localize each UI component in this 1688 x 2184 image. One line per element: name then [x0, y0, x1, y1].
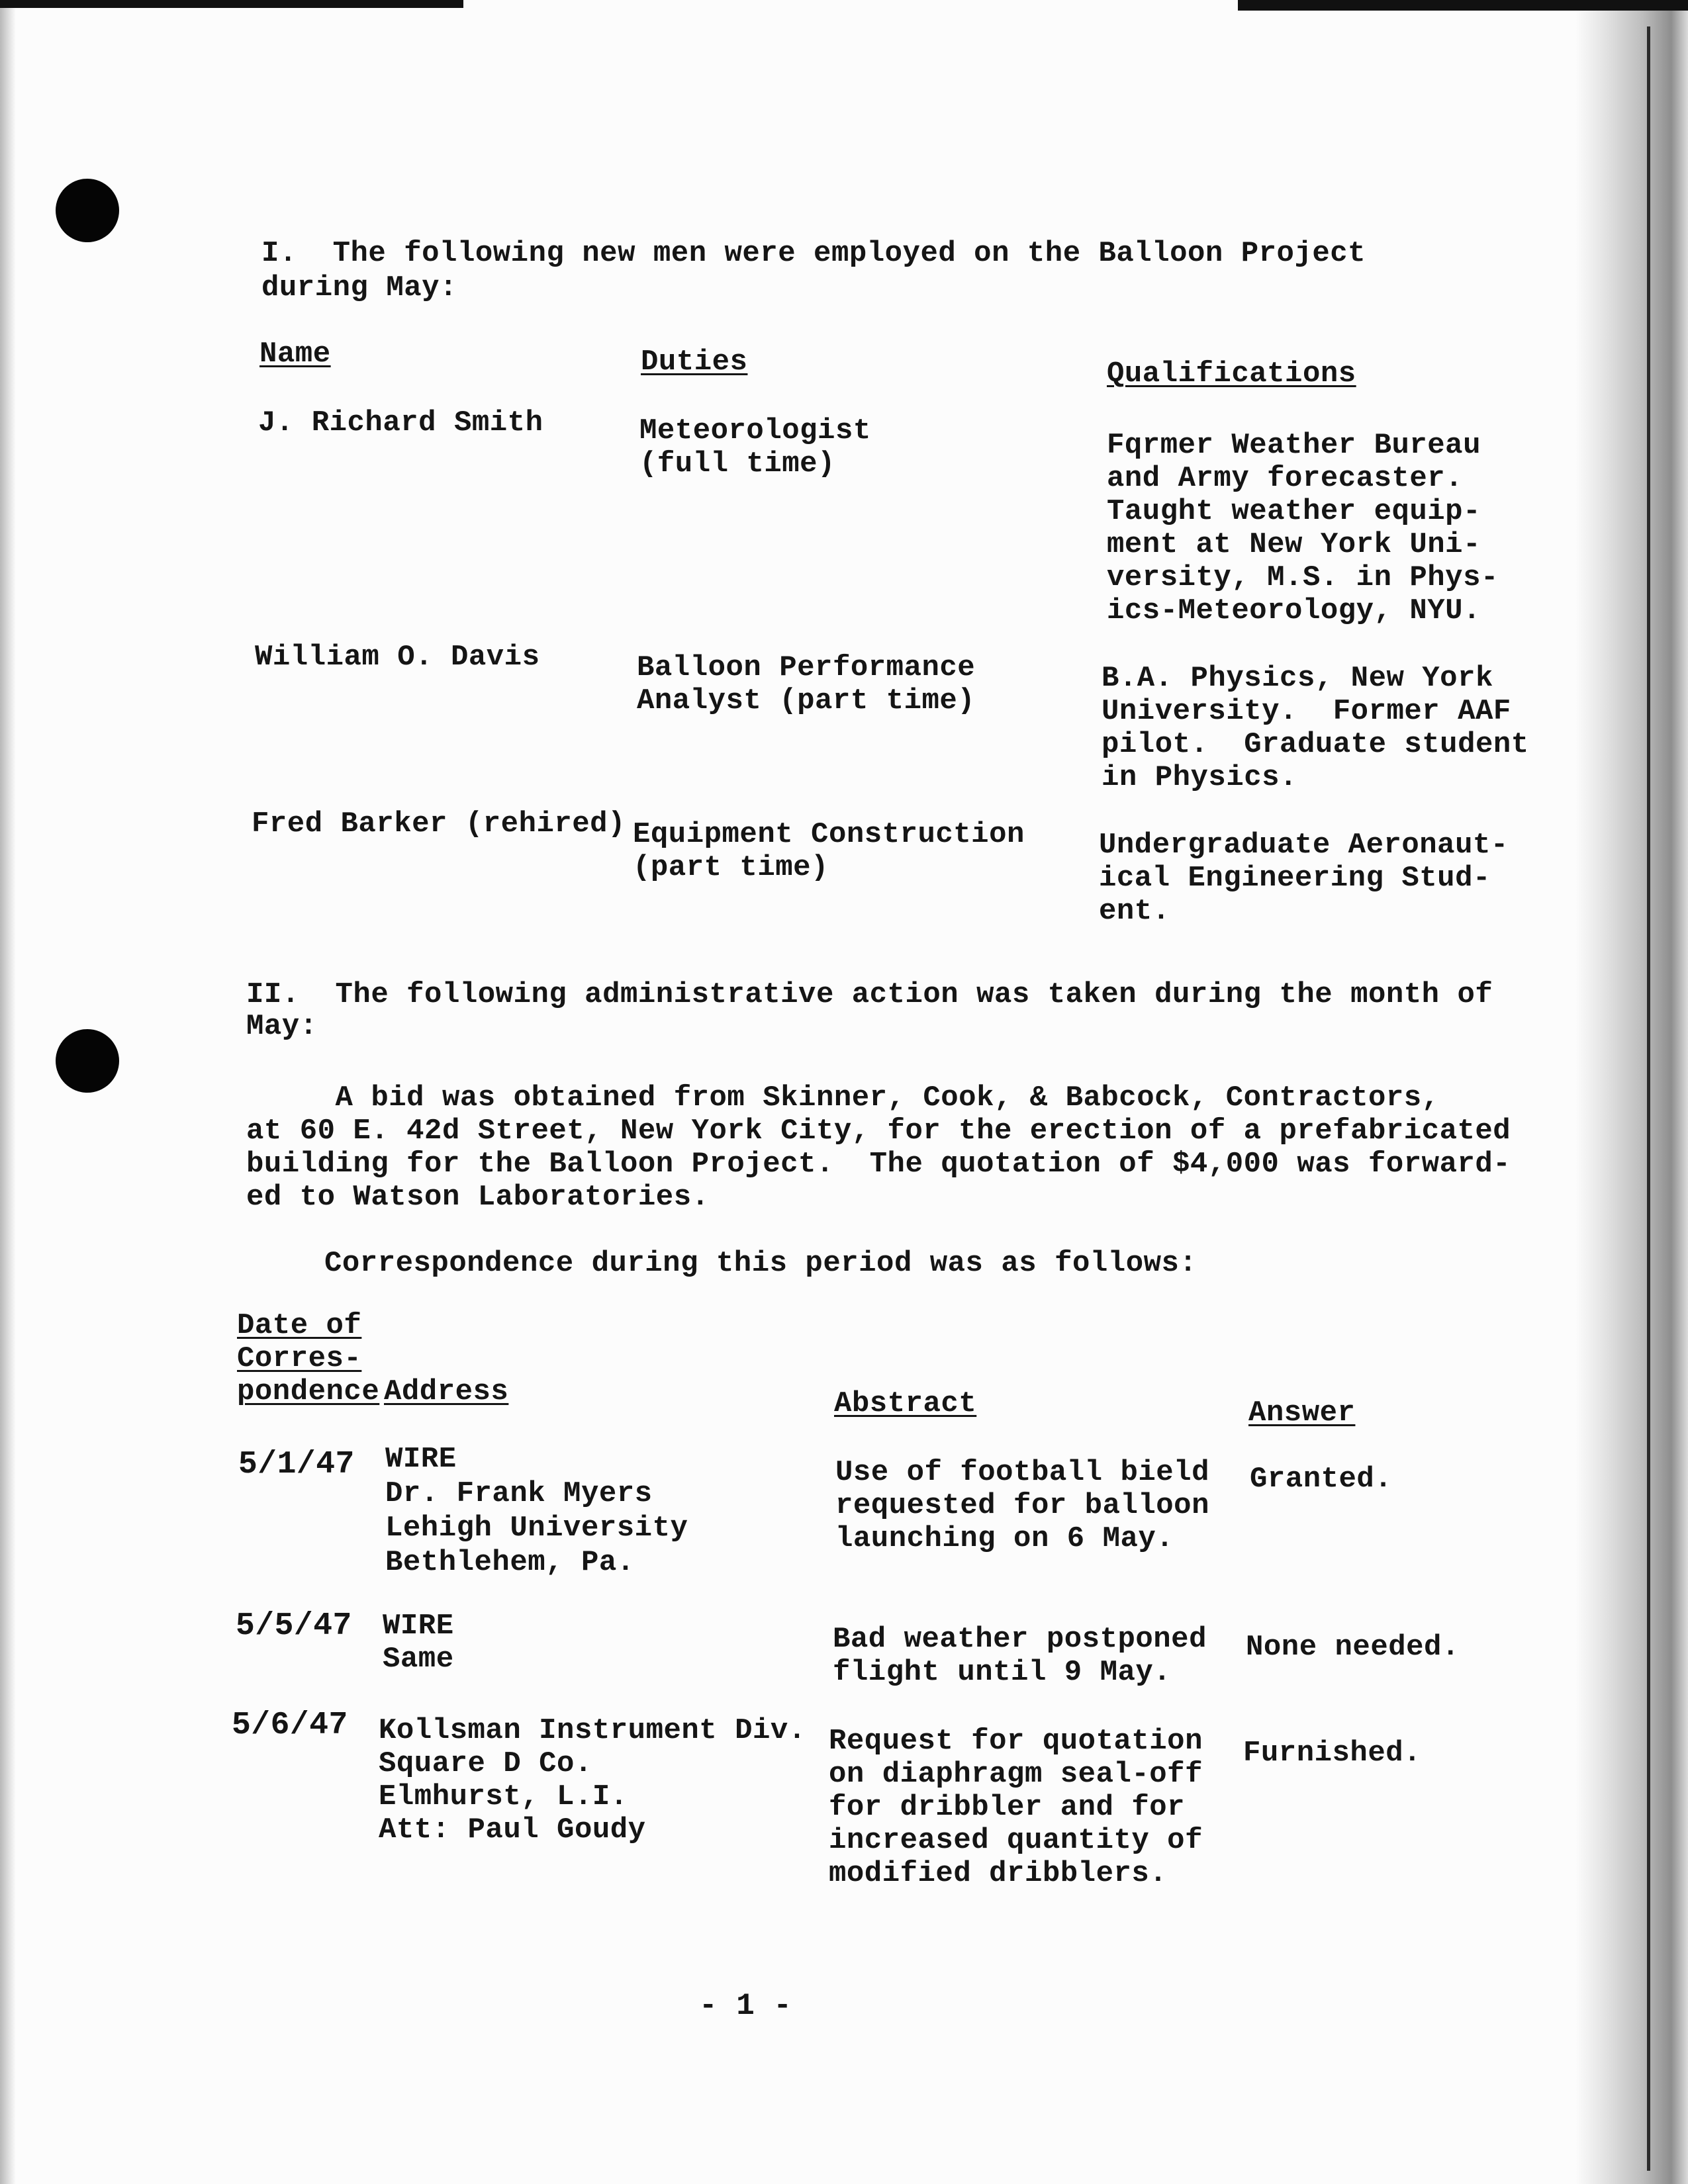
scan-edge-right [1575, 0, 1688, 2184]
correspondence-abstract: flight until 9 May. [833, 1656, 1172, 1689]
bid-paragraph-line: at 60 E. 42d Street, New York City, for the erection of a prefabricated [246, 1115, 1511, 1148]
employee-qualifications: B.A. Physics, New York [1102, 662, 1493, 695]
employee-duties: (part time) [633, 851, 829, 884]
bid-paragraph-line: A bid was obtained from Skinner, Cook, & Babcock, Contractors, [246, 1081, 1440, 1115]
bid-paragraph-line: ed to Watson Laboratories. [246, 1181, 710, 1214]
correspondence-address: WIRE [385, 1443, 457, 1476]
section-two-heading-cont: May: [246, 1010, 318, 1043]
section-one-heading: I. The following new men were employed on the Balloon Project [261, 237, 1366, 270]
correspondence-date: 5/6/47 [232, 1707, 348, 1743]
employee-qualifications: Undergraduate Aeronaut- [1099, 829, 1509, 862]
employee-duties: Balloon Performance [637, 651, 976, 684]
correspondence-abstract: on diaphragm seal-off [829, 1758, 1203, 1791]
bid-paragraph-line: building for the Balloon Project. The quotation of $4,000 was forward- [246, 1148, 1511, 1181]
column-header-date: pondence [237, 1375, 380, 1408]
employee-name: Fred Barker (rehired) [252, 807, 626, 841]
employee-qualifications: ical Engineering Stud- [1099, 862, 1491, 895]
correspondence-intro: Correspondence during this period was as follows: [324, 1247, 1197, 1280]
correspondence-address: Kollsman Instrument Div. [379, 1714, 806, 1747]
scan-edge-left [0, 0, 16, 2184]
employee-qualifications: Fqrmer Weather Bureau [1107, 429, 1481, 462]
employee-qualifications: ment at New York Uni- [1107, 528, 1481, 561]
column-header-qualifications: Qualifications [1107, 357, 1356, 390]
employee-name: William O. Davis [255, 641, 540, 674]
column-header-date: Corres- [237, 1342, 362, 1375]
employee-duties: Meteorologist [639, 414, 871, 447]
correspondence-date: 5/5/47 [236, 1608, 352, 1644]
correspondence-abstract: requested for balloon [835, 1489, 1209, 1522]
employee-qualifications: ics-Meteorology, NYU. [1107, 594, 1481, 627]
column-header-date: Date of [237, 1309, 362, 1342]
column-header-name: Name [259, 338, 331, 371]
correspondence-abstract: for dribbler and for [829, 1791, 1186, 1824]
column-header-address: Address [384, 1375, 509, 1408]
employee-duties: Equipment Construction [633, 818, 1025, 851]
correspondence-abstract: Bad weather postponed [833, 1623, 1207, 1656]
scan-edge-line [1647, 26, 1650, 2171]
correspondence-answer: Furnished. [1243, 1737, 1422, 1770]
column-header-duties: Duties [641, 345, 748, 379]
employee-qualifications: pilot. Graduate student [1102, 728, 1529, 761]
correspondence-date: 5/1/47 [238, 1447, 355, 1482]
correspondence-abstract: increased quantity of [829, 1824, 1203, 1857]
correspondence-abstract: Request for quotation [829, 1725, 1203, 1758]
correspondence-address: Att: Paul Goudy [379, 1813, 646, 1846]
correspondence-address: Lehigh University [385, 1512, 688, 1545]
correspondence-answer: Granted. [1250, 1463, 1393, 1496]
column-header-abstract: Abstract [834, 1387, 977, 1420]
correspondence-abstract: launching on 6 May. [835, 1522, 1174, 1555]
employee-qualifications: versity, M.S. in Phys- [1107, 561, 1499, 594]
employee-duties: (full time) [639, 447, 835, 480]
employee-qualifications: and Army forecaster. [1107, 462, 1464, 495]
correspondence-address: Bethlehem, Pa. [385, 1546, 635, 1579]
punch-hole-icon [56, 1029, 119, 1093]
correspondence-answer: None needed. [1246, 1631, 1460, 1664]
scan-edge-top-left [0, 0, 463, 8]
punch-hole-icon [56, 179, 119, 242]
employee-name: J. Richard Smith [258, 406, 543, 439]
employee-qualifications: Taught weather equip- [1107, 495, 1481, 528]
correspondence-address: Elmhurst, L.I. [379, 1780, 628, 1813]
correspondence-address: WIRE [383, 1610, 454, 1643]
correspondence-address: Square D Co. [379, 1747, 592, 1780]
page-number: - 1 - [699, 1989, 792, 2023]
correspondence-abstract: modified dribblers. [829, 1857, 1168, 1890]
employee-qualifications: ent. [1099, 895, 1170, 928]
column-header-answer: Answer [1248, 1396, 1356, 1430]
section-one-heading-cont: during May: [261, 271, 457, 304]
employee-duties: Analyst (part time) [637, 684, 976, 717]
employee-qualifications: University. Former AAF [1102, 695, 1511, 728]
correspondence-address: Dr. Frank Myers [385, 1477, 653, 1510]
correspondence-address: Same [383, 1643, 454, 1676]
correspondence-abstract: Use of football bield [835, 1456, 1209, 1489]
scan-edge-top-right [1238, 0, 1688, 11]
section-two-heading: II. The following administrative action was taken during the month of [246, 978, 1493, 1011]
employee-qualifications: in Physics. [1102, 761, 1297, 794]
